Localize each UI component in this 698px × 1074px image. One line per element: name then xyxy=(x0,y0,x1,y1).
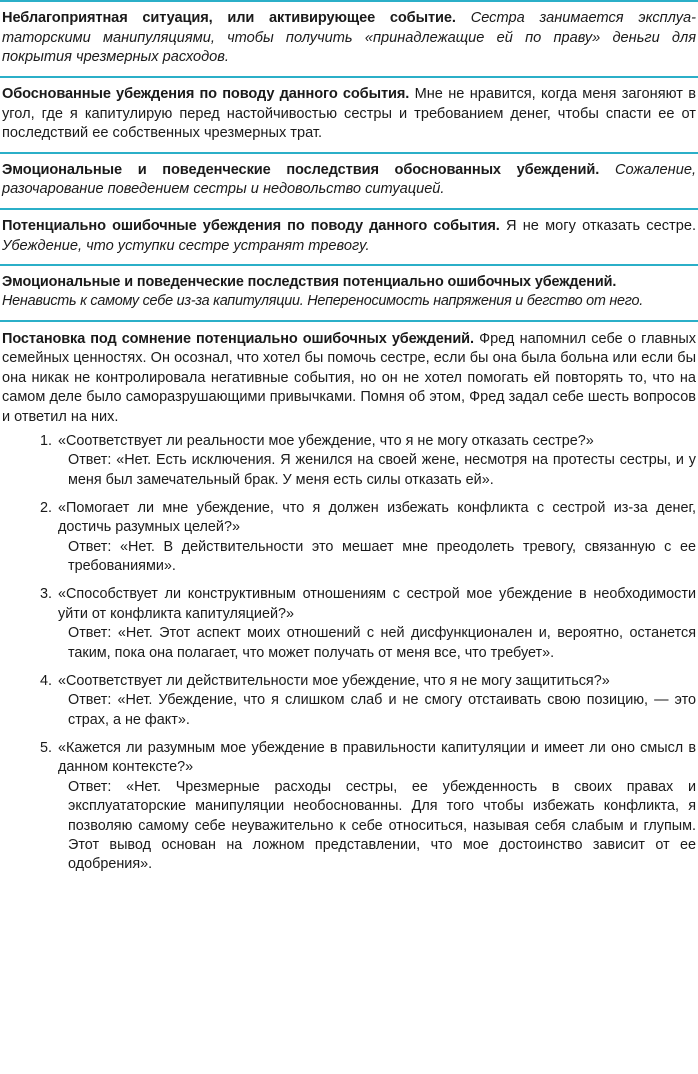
section-paragraph xyxy=(2,9,696,68)
section-paragraph xyxy=(2,85,696,144)
answer-label: Ответ: xyxy=(68,452,117,469)
question-text: «Соответствует ли действительности мое убеждение, что я не могу защититься?» xyxy=(58,672,610,689)
question-text: «Кажется ли разумным мое убеждение в правильности капитуляции и имеет ли оно смысл в данном контексте?» xyxy=(58,740,696,776)
answer-label: Ответ: xyxy=(68,692,118,709)
answer-text xyxy=(58,451,696,490)
section-heading: Эмоциональные и поведенческие последствия потенциально ошибочных убеждений. xyxy=(2,274,617,291)
section-body-roman: Мне не нравится, когда меня загоняют в угол, где я капитулирую перед настойчивостью сестры и требованием денег, чтобы спасти ее от последствий ее собственных чрезмерных трат. xyxy=(2,85,696,142)
question-text: «Помогает ли мне убеждение, что я должен избежать конфликта с сестрой из-за денег, достичь разумных целей?» xyxy=(58,499,696,536)
section-consequences-rational xyxy=(0,154,698,208)
section-body-italic: Убеждение, что уступки сестре устранят тревогу. xyxy=(2,237,370,254)
section-heading: Постановка под сомнение потенциально ошибочных убеждений. xyxy=(2,330,474,347)
section-heading: Эмоциональные и поведенческие последствия обоснованных убеждений. xyxy=(2,161,600,178)
section-paragraph xyxy=(2,217,696,256)
question-text: «Способствует ли конструктивным отношениям с сестрой мое убеждение в необходимости уйти от конфликта капитуляцией?» xyxy=(58,586,696,622)
section-heading: Потенциально ошибочные убеждения по поводу данного события. xyxy=(2,218,500,234)
answer-body: «Нет. Этот аспект моих отношений с ней дисфункционален и, вероятно, останется таким, пока она полагает, что может получать от меня все, что требует». xyxy=(68,625,696,661)
section-body-roman: Я не могу отказать сестре. xyxy=(505,218,696,234)
section-paragraph xyxy=(2,161,696,200)
section-body-italic: Сестра занимается эксплуататорскими манипуляциями, чтобы получить «принадлежащие ей по праву» деньги для покрытия чрезмерных расходов. xyxy=(2,10,696,66)
question-answer-list xyxy=(2,432,696,875)
list-item xyxy=(2,499,696,577)
section-irrational-beliefs xyxy=(0,210,698,264)
answer-label: Ответ: xyxy=(68,538,121,555)
section-disputing xyxy=(0,322,698,888)
question-text: «Соответствует ли реальности мое убеждение, что я не могу отказать сестре?» xyxy=(58,432,594,449)
answer-text xyxy=(58,691,696,730)
list-item xyxy=(2,585,696,663)
section-body-italic: Сожаление, разочарование поведением сестры и недовольство ситуацией. xyxy=(2,161,696,198)
section-activating-event xyxy=(0,2,698,76)
list-item xyxy=(2,672,696,730)
answer-text xyxy=(58,538,696,577)
section-heading: Обоснованные убеждения по поводу данного события. xyxy=(2,85,410,102)
section-body-italic: Ненависть к самому себе из-за капитуляции. Непереносимость напряжения и бегство от него. xyxy=(2,293,643,310)
answer-body: «Нет. Чрезмерные расходы сестры, ее убежденность в своих правах и эксплуататорские манипуляции необоснованны. Для того чтобы избежать конфликта, я позволяю самому себе неуважительно к себе относиться, называя себя слабым и глупым. Этот вывод основан на ложном представлении, что мое достоинство зависит от ее одобрения». xyxy=(68,778,696,873)
answer-label: Ответ: xyxy=(68,778,127,795)
answer-body: «Нет. Убеждение, что я слишком слаб и не смогу отстаивать свою позицию, — это страх, а не факт». xyxy=(68,692,696,728)
section-rational-beliefs xyxy=(0,78,698,152)
list-item xyxy=(2,739,696,875)
section-paragraph xyxy=(2,273,696,311)
answer-text xyxy=(58,624,696,663)
section-heading: Неблагоприятная ситуация, или активирующее событие. xyxy=(2,10,456,26)
answer-text xyxy=(58,778,696,875)
answer-body: «Нет. Есть исключения. Я женился на своей жене, несмотря на протесты сестры, и у меня был замечательный брак. У меня есть силы отказать ей». xyxy=(68,452,696,488)
section-paragraph xyxy=(2,330,696,428)
section-body-roman: Фред напомнил себе о главных семейных ценностях. Он осознал, что хотел бы помочь сестре, если бы она была больна или если бы она никак не контролировала негативные события, но он не хотел помогать ей повторять то, что на самом деле было саморазрушающими привычками. Помня об этом, Фред задал себе шесть вопросов и ответил на них. xyxy=(2,330,696,426)
answer-label: Ответ: xyxy=(68,625,118,642)
section-consequences-irrational xyxy=(0,266,698,319)
answer-body: «Нет. В действительности это мешает мне преодолеть тревогу, связанную с ее требованиями». xyxy=(68,538,696,575)
list-item xyxy=(2,432,696,490)
